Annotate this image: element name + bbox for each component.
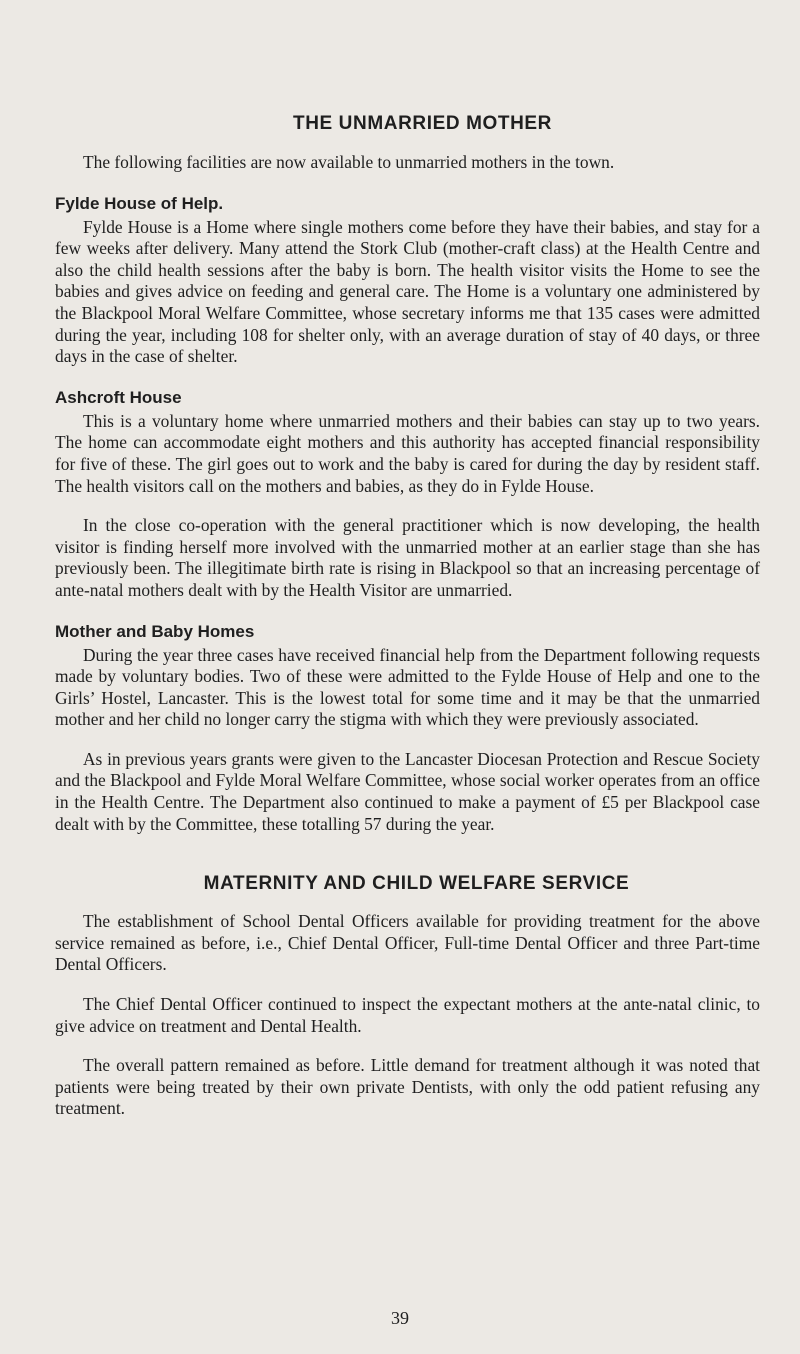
mother-baby-paragraph-1: During the year three cases have received financial help from the Department following requests made by voluntary bodies. Two of these were admitted to the Fylde House of Help and one to the Girls’ Hostel, Lancaster. This is the lowest total for some time and it may be that the unmarried mother and her child no longer carry the stigma with which they were previously associated. [55, 644, 760, 730]
maternity-paragraph-3: The overall pattern remained as before. Little demand for treatment although it was noted that patients were being treated by their own private Dentists, with only the odd patient refusing any treatment. [55, 1055, 760, 1119]
ashcroft-paragraph-1: This is a voluntary home where unmarried mothers and their babies can stay up to two years. The home can accommodate eight mothers and this authority has accepted financial responsibility for five of these. The girl goes out to work and the baby is cared for during the day by resident staff. The health visitors call on the mothers and babies, as they do in Fylde House. [55, 410, 760, 496]
intro-paragraph: The following facilities are now available to unmarried mothers in the town. [83, 152, 615, 172]
document-page [55, 113, 760, 1120]
mother-baby-heading: Mother and Baby Homes [55, 621, 255, 641]
ashcroft-heading: Ashcroft House [55, 387, 182, 407]
page-number: 39 [391, 1308, 409, 1328]
maternity-paragraph-2: The Chief Dental Officer continued to inspect the expectant mothers at the ante-natal clinic, to give advice on treatment and Dental Health. [55, 994, 760, 1036]
maternity-heading: MATERNITY AND CHILD WELFARE SERVICE [203, 873, 630, 895]
maternity-paragraph-1: The establishment of School Dental Officers available for providing treatment for the above service remained as before, i.e., Chief Dental Officer, Full-time Dental Officer and three Part-time Dental Officers. [55, 911, 760, 975]
ashcroft-paragraph-2: In the close co-operation with the general practitioner which is now developing, the health visitor is finding herself more involved with the unmarried mother at an earlier stage than she has previously been. The illegitimate birth rate is rising in Blackpool so that an increasing percentage of ante-natal mothers dealt with by the Health Visitor are unmarried. [55, 515, 760, 600]
page-title: THE UNMARRIED MOTHER [293, 113, 552, 134]
fylde-paragraph: Fylde House is a Home where single mothers come before they have their babies, and stay for a few weeks after delivery. Many attend the Stork Club (mother-craft class) at the Health Centre and also the child health sessions after the baby is born. The health visitor visits the Home to see the babies and gives advice on feeding and general care. The Home is a voluntary one administered by the Blackpool Moral Welfare Committee, whose secretary informs me that 135 cases were admitted during the year, including 108 for shelter only, with an average duration of stay of 40 days, or three days in the case of shelter. [55, 216, 760, 367]
mother-baby-paragraph-2: As in previous years grants were given to the Lancaster Diocesan Protection and Rescue Society and the Blackpool and Fylde Moral Welfare Committee, whose social worker operates from an office in the Health Centre. The Department also continued to make a payment of £5 per Blackpool case dealt with by the Committee, these totalling 57 during the year. [55, 748, 760, 834]
fylde-heading: Fylde House of Help. [55, 193, 224, 213]
